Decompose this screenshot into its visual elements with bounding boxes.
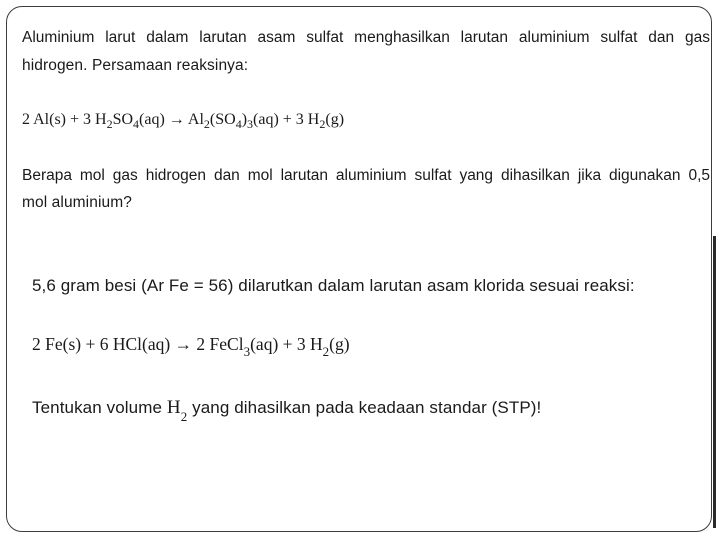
problem-1-question-line-1: Berapa mol gas hidrogen dan mol larutan aluminium sulfat yang dihasilkan jika digunakan 0,5 [22, 167, 710, 184]
problem-1-equation: 2 Al(s) + 3 $H_2SO_4(aq) \to Al_2(SO_4)_3(aq) + 3$ $H_2(g)$ [22, 111, 345, 131]
problem-1-text-line-2: hidrogen. Persamaan reaksinya: [22, 57, 249, 74]
problem-2-text-line-1: 5,6 gram besi (Ar Fe = 56) dilarutkan dalam larutan asam klorida sesuai reaksi: [32, 276, 635, 295]
problem-2-equation: 2 Fe(s) + 6 HCl(aq) → 2 FeCl$_3$(aq) + 3 $H_2(g)$ [32, 334, 350, 359]
problem-2-question: Tentukan volume $H_2$ yang dihasilkan pada keadaan standar (STP)! [32, 397, 542, 424]
right-shadow-line [713, 236, 716, 528]
problem-1-text-line-1: Aluminium larut dalam larutan asam sulfat menghasilkan larutan aluminium sulfat dan gas [22, 29, 710, 46]
slide-frame [6, 6, 712, 532]
problem-1-question-line-2: mol aluminium? [22, 194, 132, 211]
